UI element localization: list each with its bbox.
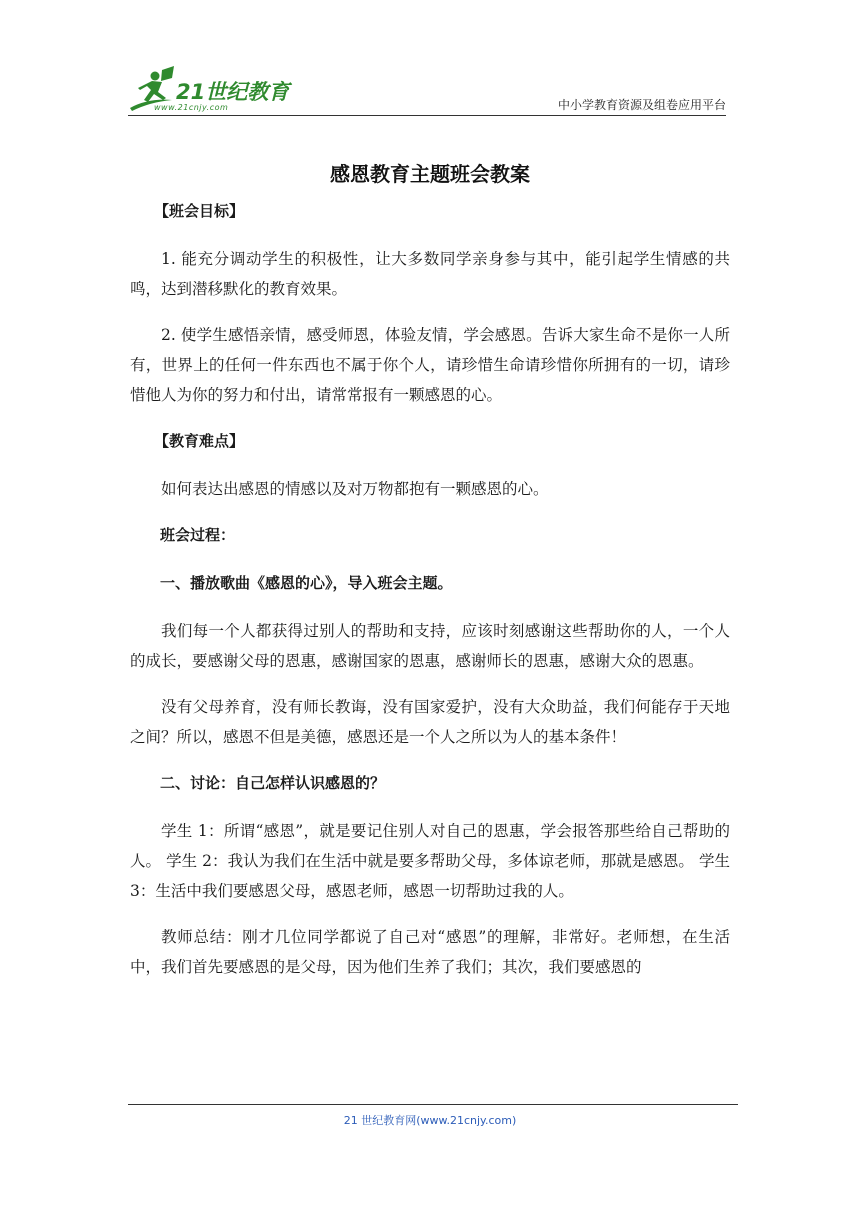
step1-paragraph-2: 没有父母养育，没有师长教诲，没有国家爱护，没有大众助益，我们何能存于天地之间？所以，感恩不但是美德，感恩还是一个人之所以为人的基本条件！ [130, 698, 730, 746]
difficulty-paragraph: 如何表达出感恩的情感以及对万物都抱有一颗感恩的心。 [161, 480, 549, 498]
step1-heading: 一、播放歌曲《感恩的心》，导入班会主题。 [160, 574, 453, 592]
footer-link[interactable]: 21 世纪教育网(www.21cnjy.com) [343, 1114, 517, 1127]
step2-heading: 二、讨论：自己怎样认识感恩的？ [160, 774, 386, 792]
goal-heading: 【班会目标】 [154, 202, 245, 220]
difficulty-heading: 【教育难点】 [154, 432, 245, 450]
step2-paragraph-1: 学生 1：所谓“感恩”，就是要记住别人对自己的恩惠，学会报答那些给自己帮助的人。 学生 2：我认为我们在生活中就是要多帮助父母，多体谅老师，那就是感恩。 学生 3：生活中我们要感恩父母，感恩老师，感恩一切帮助过我的人。 [130, 822, 730, 900]
footer-divider [128, 1104, 738, 1105]
step1-paragraph-1: 我们每一个人都获得过别人的帮助和支持，应该时刻感谢这些帮助你的人，一个人的成长，要感谢父母的恩惠，感谢国家的恩惠，感谢师长的恩惠，感谢大众的恩惠。 [130, 622, 730, 670]
document-body [130, 196, 730, 998]
goal-paragraph-2: 2. 使学生感悟亲情，感受师恩，体验友情，学会感恩。告诉大家生命不是你一人所有，世界上的任何一件东西也不属于你个人，请珍惜生命请珍惜你所拥有的一切，请珍惜他人为你的努力和付出，请常常报有一颗感恩的心。 [130, 326, 730, 404]
logo-text: 21世纪教育 [176, 80, 290, 104]
document-title: 感恩教育主题班会教案 [330, 162, 530, 186]
logo [128, 64, 298, 114]
page-header [128, 64, 726, 116]
goal-paragraph-1: 1. 能充分调动学生的积极性，让大多数同学亲身参与其中，能引起学生情感的共鸣，达到潜移默化的教育效果。 [130, 250, 730, 298]
step2-paragraph-2: 教师总结：刚才几位同学都说了自己对“感恩”的理解，非常好。老师想，在生活中，我们首先要感恩的是父母，因为他们生养了我们；其次，我们要感恩的 [130, 928, 730, 976]
platform-label: 中小学教育资源及组卷应用平台 [557, 98, 726, 112]
process-heading: 班会过程： [160, 526, 236, 544]
logo-url: www.21cnjy.com [154, 103, 229, 112]
header-divider [128, 115, 726, 116]
